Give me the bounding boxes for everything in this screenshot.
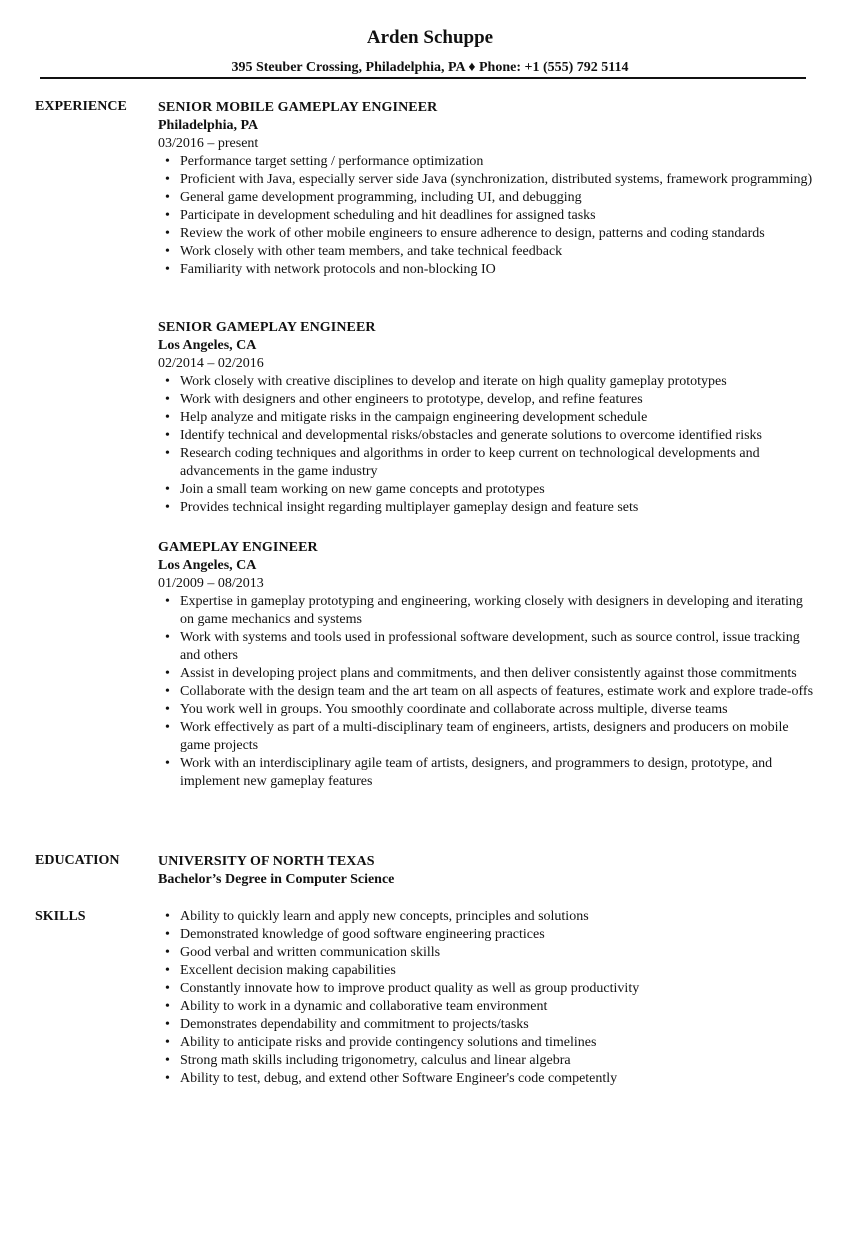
skill-text: Ability to test, debug, and extend other Software Engineer's code competently <box>180 1071 618 1086</box>
list-item <box>158 499 818 517</box>
skill-text: Demonstrated knowledge of good software engineering practices <box>180 927 545 942</box>
skill-text: Excellent decision making capabilities <box>180 963 396 978</box>
experience-entry <box>158 319 818 517</box>
list-item <box>158 665 818 683</box>
bullet-text: Assist in developing project plans and commitments, and then deliver consistently against those commitments <box>180 666 797 681</box>
skills-heading: SKILLS <box>35 909 86 924</box>
school-name: UNIVERSITY OF NORTH TEXAS <box>158 854 375 869</box>
bullet-icon: • <box>165 226 170 241</box>
list-item <box>158 153 818 171</box>
list-item <box>158 755 818 791</box>
bullet-icon: • <box>165 1035 170 1050</box>
bullet-text: Work closely with other team members, and take technical feedback <box>180 244 563 259</box>
experience-heading: EXPERIENCE <box>35 99 127 114</box>
job-location: Los Angeles, CA <box>158 338 257 353</box>
bullet-icon: • <box>165 190 170 205</box>
list-item <box>158 1052 818 1070</box>
job-bullet-list <box>158 373 818 517</box>
bullet-icon: • <box>165 927 170 942</box>
experience-entry <box>158 99 818 279</box>
skill-text: Ability to anticipate risks and provide contingency solutions and timelines <box>180 1035 597 1050</box>
bullet-icon: • <box>165 482 170 497</box>
bullet-text: Provides technical insight regarding multiplayer gameplay design and feature sets <box>180 500 639 515</box>
job-title: GAMEPLAY ENGINEER <box>158 540 318 555</box>
bullet-text: Work with designers and other engineers to prototype, develop, and refine features <box>180 392 643 407</box>
job-title: SENIOR GAMEPLAY ENGINEER <box>158 320 376 335</box>
bullet-icon: • <box>165 500 170 515</box>
bullet-text: Collaborate with the design team and the art team on all aspects of features, estimate work and explore trade-offs <box>180 684 814 699</box>
list-item <box>158 243 818 261</box>
bullet-icon: • <box>165 262 170 277</box>
list-item <box>158 261 818 279</box>
skill-text: Ability to quickly learn and apply new concepts, principles and solutions <box>180 909 589 924</box>
list-item <box>158 1016 818 1034</box>
list-item <box>158 593 818 629</box>
bullet-icon: • <box>165 392 170 407</box>
list-item <box>158 207 818 225</box>
list-item <box>158 998 818 1016</box>
list-item <box>158 391 818 409</box>
bullet-text: Expertise in gameplay prototyping and engineering, working closely with designers in developing and iterating on game mechanics and systems <box>180 594 803 627</box>
bullet-icon: • <box>165 594 170 609</box>
skill-text: Constantly innovate how to improve product quality as well as group productivity <box>180 981 640 996</box>
list-item <box>158 481 818 499</box>
bullet-text: Work with an interdisciplinary agile team of artists, designers, and programmers to design, prototype, and implement new gameplay features <box>180 756 773 789</box>
header-divider <box>40 77 806 79</box>
bullet-icon: • <box>165 1071 170 1086</box>
bullet-icon: • <box>165 374 170 389</box>
bullet-icon: • <box>165 154 170 169</box>
list-item <box>158 944 818 962</box>
job-dates: 02/2014 – 02/2016 <box>158 356 264 371</box>
bullet-text: Join a small team working on new game concepts and prototypes <box>180 482 545 497</box>
bullet-icon: • <box>165 428 170 443</box>
list-item <box>158 373 818 391</box>
job-dates: 01/2009 – 08/2013 <box>158 576 264 591</box>
list-item <box>158 962 818 980</box>
bullet-icon: • <box>165 1017 170 1032</box>
skill-text: Good verbal and written communication skills <box>180 945 441 960</box>
experience-entry <box>158 539 818 791</box>
list-item <box>158 1070 818 1088</box>
bullet-text: Work closely with creative disciplines to develop and iterate on high quality gameplay prototypes <box>180 374 727 389</box>
bullet-text: You work well in groups. You smoothly coordinate and collaborate across multiple, diverse teams <box>180 702 728 717</box>
bullet-icon: • <box>165 909 170 924</box>
list-item <box>158 427 818 445</box>
bullet-text: Review the work of other mobile engineers to ensure adherence to design, patterns and coding standards <box>180 226 765 241</box>
job-location: Philadelphia, PA <box>158 118 259 133</box>
bullet-icon: • <box>165 945 170 960</box>
candidate-name: Arden Schuppe <box>366 27 494 48</box>
list-item <box>158 1034 818 1052</box>
list-item <box>158 629 818 665</box>
degree: Bachelor’s Degree in Computer Science <box>158 872 395 887</box>
skill-text: Ability to work in a dynamic and collaborative team environment <box>180 999 548 1014</box>
job-dates: 03/2016 – present <box>158 136 259 151</box>
list-item <box>158 908 818 926</box>
bullet-text: General game development programming, including UI, and debugging <box>180 190 582 205</box>
list-item <box>158 225 818 243</box>
list-item <box>158 683 818 701</box>
bullet-icon: • <box>165 702 170 717</box>
bullet-icon: • <box>165 172 170 187</box>
bullet-text: Proficient with Java, especially server side Java (synchronization, distributed systems, framework programming) <box>180 172 813 187</box>
skills-block <box>158 908 818 1088</box>
bullet-text: Performance target setting / performance optimization <box>180 154 484 169</box>
bullet-icon: • <box>165 630 170 645</box>
list-item <box>158 171 818 189</box>
education-heading: EDUCATION <box>35 853 120 868</box>
bullet-text: Help analyze and mitigate risks in the campaign engineering development schedule <box>180 410 648 425</box>
bullet-text: Familiarity with network protocols and non-blocking IO <box>180 262 496 277</box>
list-item <box>158 719 818 755</box>
list-item <box>158 189 818 207</box>
bullet-text: Research coding techniques and algorithms in order to keep current on technological developments and advancements in the game industry <box>180 446 760 479</box>
bullet-icon: • <box>165 666 170 681</box>
bullet-text: Identify technical and developmental risks/obstacles and generate solutions to overcome identified risks <box>180 428 762 443</box>
bullet-icon: • <box>165 999 170 1014</box>
bullet-icon: • <box>165 244 170 259</box>
contact-line: 395 Steuber Crossing, Philadelphia, PA ♦ Phone: +1 (555) 792 5114 <box>231 60 629 75</box>
bullet-text: Work with systems and tools used in professional software development, such as source control, issue tracking and others <box>180 630 800 663</box>
job-bullet-list <box>158 153 818 279</box>
job-title: SENIOR MOBILE GAMEPLAY ENGINEER <box>158 100 438 115</box>
bullet-icon: • <box>165 446 170 461</box>
job-location: Los Angeles, CA <box>158 558 257 573</box>
bullet-icon: • <box>165 756 170 771</box>
education-entry <box>158 853 818 889</box>
bullet-text: Work effectively as part of a multi-disciplinary team of engineers, artists, designers and producers on mobile game projects <box>180 720 789 753</box>
bullet-icon: • <box>165 963 170 978</box>
skill-text: Demonstrates dependability and commitment to projects/tasks <box>180 1017 529 1032</box>
list-item <box>158 926 818 944</box>
job-bullet-list <box>158 593 818 791</box>
bullet-icon: • <box>165 981 170 996</box>
bullet-icon: • <box>165 720 170 735</box>
bullet-icon: • <box>165 208 170 223</box>
list-item <box>158 445 818 481</box>
bullet-text: Participate in development scheduling and hit deadlines for assigned tasks <box>180 208 596 223</box>
bullet-icon: • <box>165 1053 170 1068</box>
bullet-icon: • <box>165 410 170 425</box>
list-item <box>158 701 818 719</box>
bullet-icon: • <box>165 684 170 699</box>
skills-list <box>158 908 818 1088</box>
list-item <box>158 980 818 998</box>
list-item <box>158 409 818 427</box>
skill-text: Strong math skills including trigonometry, calculus and linear algebra <box>180 1053 571 1068</box>
